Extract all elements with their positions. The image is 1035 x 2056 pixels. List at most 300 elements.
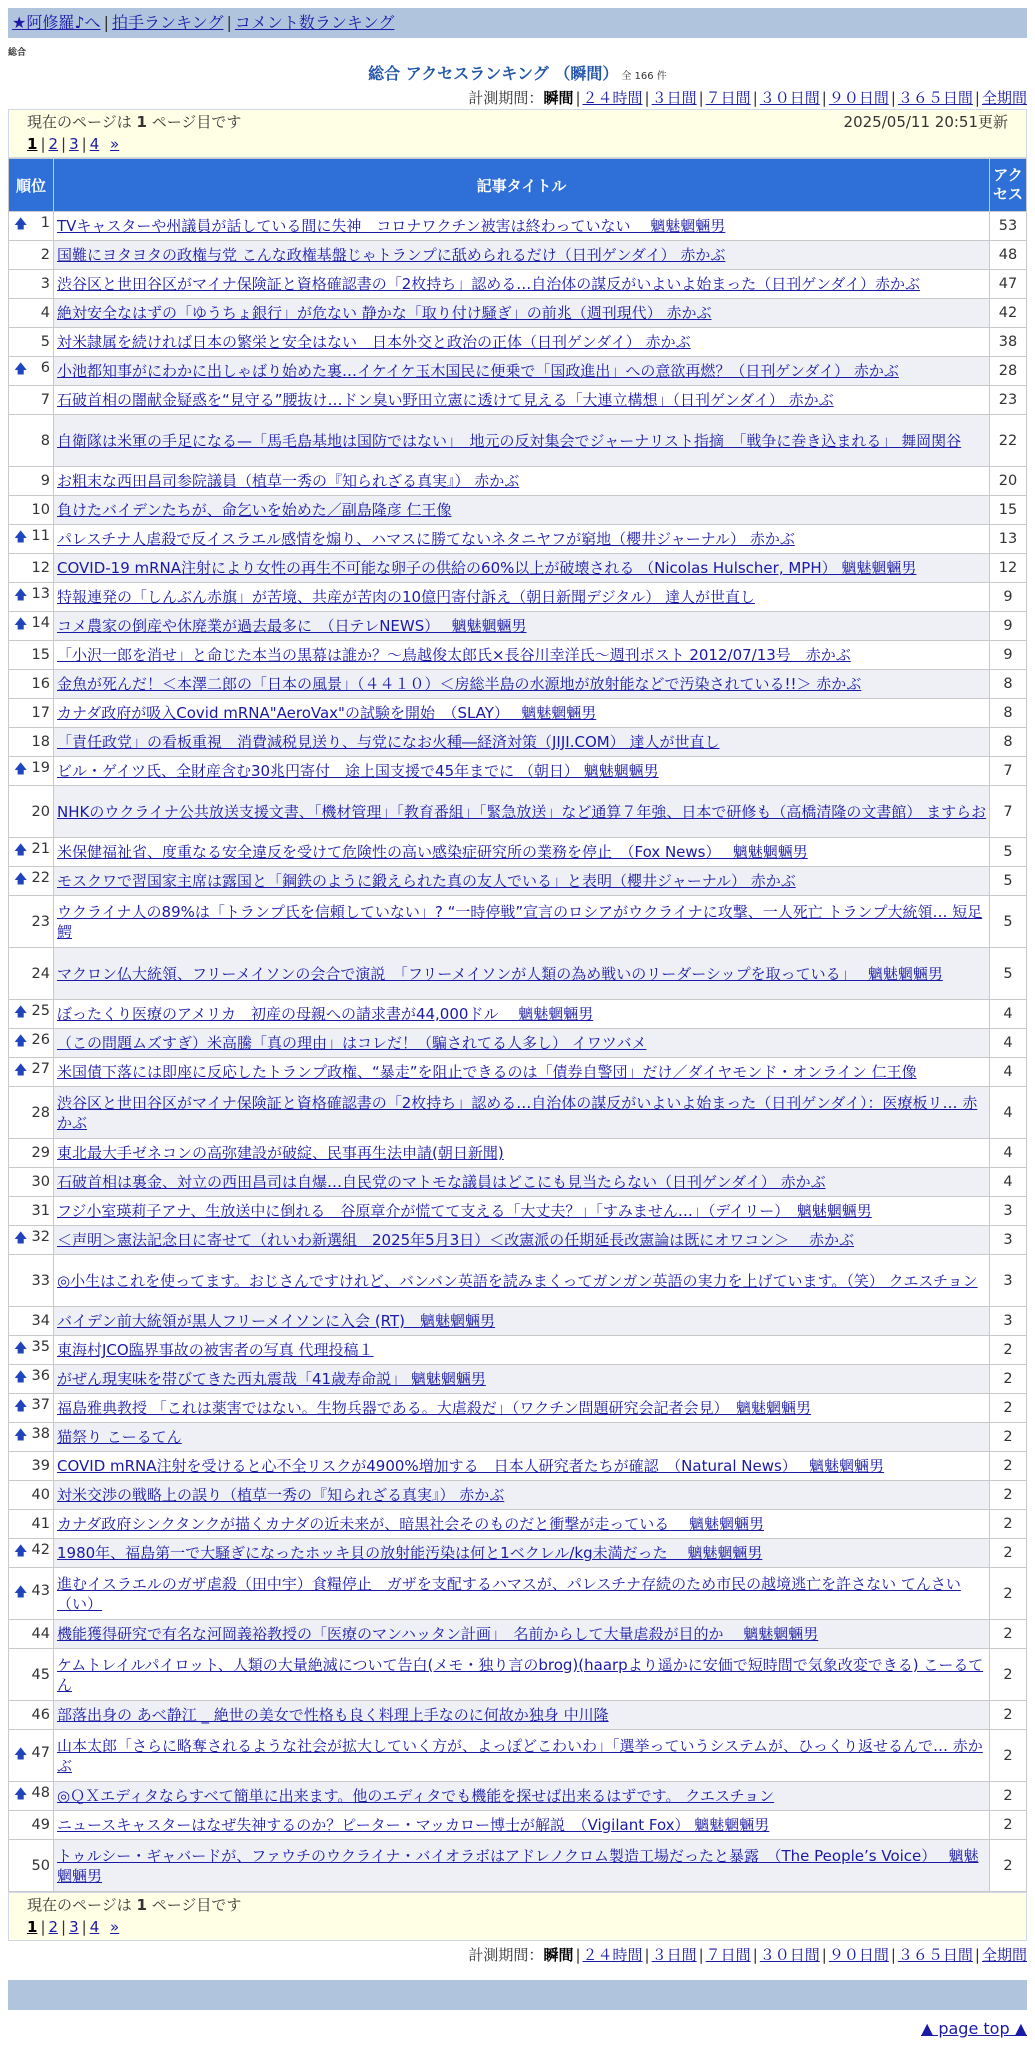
period-link[interactable]: 全期間 [981,89,1027,107]
article-link[interactable]: COVID mRNA注射を受けると心不全リスクが4900%増加する 日本人研究者たちが確認 （Natural News） 魑魅魍魎男 [57,1457,885,1475]
page-separator: | [61,1918,67,1936]
title-cell [54,1307,989,1335]
article-link[interactable]: コメ農家の倒産や休廃業が過去最多に （日テレNEWS） 魑魅魍魎男 [57,617,527,635]
period-link[interactable]: 全期間 [981,1946,1027,1964]
period-link[interactable]: ７日間 [705,89,751,107]
period-selector-bottom [8,1944,1027,1966]
table-row [9,212,1026,240]
rank-number: 29 [31,1145,50,1161]
article-link[interactable]: 東海村JCO臨界事故の被害者の写真 代理投稿１ [57,1341,374,1359]
table-row [9,1510,1026,1538]
title-cell [54,1226,989,1254]
arrow-up-icon: 🡅 [14,1231,28,1246]
article-link[interactable]: ぼったくり医療のアメリカ 初産の母親への請求書が44,000ドル 魑魅魍魎男 [57,1005,594,1023]
table-row [9,1139,1026,1167]
table-row [9,1058,1026,1086]
rank-number: 49 [31,1817,50,1833]
access-count: 3 [990,1255,1026,1306]
rank-number: 32 [31,1229,50,1245]
rank-cell [9,757,53,785]
rank-number: 34 [31,1313,50,1329]
rank-number: 2 [40,247,50,263]
article-link[interactable]: 絶対安全なはずの「ゆうちょ銀行」が危ない 静かな「取り付け騒ぎ」の前兆（週刊現代） 赤かぶ [57,304,712,322]
rank-number: 3 [40,276,50,292]
access-count: 2 [990,1423,1026,1451]
table-row [9,1197,1026,1225]
period-link[interactable]: ３６５日間 [897,89,973,107]
period-link[interactable]: ７日間 [705,1946,751,1964]
article-link[interactable]: お粗末な西田昌司参院議員（植草一秀の『知られざる真実』） 赤かぶ [57,472,520,490]
period-link[interactable]: ３日間 [651,1946,697,1964]
period-separator: | [644,89,650,107]
rank-cell [9,1197,53,1225]
period-separator: | [821,1946,827,1964]
table-row [9,1307,1026,1335]
page-separator: | [40,1918,46,1936]
rank-number: 48 [31,1785,50,1801]
page-status: 現在のページは 1 ページ目です [27,1896,242,1914]
access-count: 9 [990,612,1026,640]
page-current: 1 [27,1918,38,1936]
page-separator: | [81,1918,87,1936]
table-row [9,896,1026,947]
title-cell [54,525,989,553]
title-cell [54,241,989,269]
rank-cell [9,1811,53,1839]
article-link[interactable]: 小池都知事がにわかに出しゃばり始めた裏…イケイケ玉木国民に便乗で「国政進出」への意欲再燃？（日刊ゲンダイ） 赤かぶ [57,362,899,380]
rank-number: 17 [31,705,50,721]
rank-number: 1 [40,215,50,231]
table-row [9,1539,1026,1567]
article-link[interactable]: 金魚が死んだ！＜本澤二郎の「日本の風景」（４４１０）＜房総半島の水源地が放射能などで汚染されている!!＞ 赤かぶ [57,675,862,693]
article-link[interactable]: 1980年、福島第一で大騒ぎになったホッキ貝の放射能汚染は何と1ベクレル/kg未満だった 魑魅魍魎男 [57,1544,763,1562]
table-row [9,1365,1026,1393]
period-link[interactable]: ２４時間 [582,1946,643,1964]
period-separator: | [752,89,758,107]
rank-number: 9 [40,473,50,489]
access-count: 2 [990,1539,1026,1567]
col-title: 記事タイトル [54,159,989,211]
period-link[interactable]: ３６５日間 [897,1946,973,1964]
title-cell [54,1029,989,1057]
article-link[interactable]: 「小沢一郎を消せ」と命じた本当の黒幕は誰か？～鳥越俊太郎氏×長谷川幸洋氏～週刊ポスト 2012/07/13号 赤かぶ [57,646,851,664]
arrow-up-icon: 🡅 [14,1063,28,1078]
title-cell [54,1539,989,1567]
rank-number: 33 [31,1272,50,1289]
access-count: 2 [990,1568,1026,1619]
rank-cell [9,1307,53,1335]
arrow-up-icon: 🡅 [14,588,28,603]
rank-number: 16 [31,676,50,692]
access-count: 2 [990,1365,1026,1393]
table-row [9,1394,1026,1422]
article-link[interactable]: カナダ政府が吸入Covid mRNA"AeroVax"の試験を開始 （SLAY） 魑魅魍魎男 [57,704,597,722]
table-row [9,612,1026,640]
article-link[interactable]: 東北最大手ゼネコンの高弥建設が破綻、民事再生法申請(朝日新聞) [57,1144,504,1162]
table-row [9,1649,1026,1700]
comment-ranking-link[interactable]: コメント数ランキング [234,13,395,32]
article-link[interactable]: 部落出身の あべ静江 _ 絶世の美女で性格も良く料理上手なのに何故か独身 中川隆 [57,1706,609,1724]
period-label: 計測期間： [468,1946,544,1964]
rank-number: 45 [31,1666,50,1683]
title-cell [54,1782,989,1810]
title-cell [54,1811,989,1839]
period-link[interactable]: ３日間 [651,89,697,107]
table-row [9,299,1026,327]
article-link[interactable]: 国難にヨタヨタの政権与党 こんな政権基盤じゃトランプに舐められるだけ（日刊ゲンダイ） 赤かぶ [57,246,726,264]
rank-number: 4 [40,305,50,321]
title-cell [54,1058,989,1086]
rank-cell [9,948,53,999]
page-link[interactable]: 2 [48,135,59,153]
rank-cell [9,212,53,240]
table-row [9,1811,1026,1839]
article-link[interactable]: 「責任政党」の看板重視 消費減税見送り、与党になお火種―経済対策（JIJI.COM） 達人が世直し [57,733,720,751]
rank-number: 22 [31,870,50,886]
period-link[interactable]: ９０日間 [828,89,889,107]
access-count: 47 [990,270,1026,298]
rank-number: 44 [31,1626,50,1642]
access-count: 8 [990,699,1026,727]
rank-number: 20 [31,803,50,820]
rank-number: 10 [31,502,50,518]
access-count: 2 [990,1510,1026,1538]
rank-number: 24 [31,965,50,982]
update-time: 2025/05/11 20:51更新 [843,113,1008,131]
period-separator: | [644,1946,650,1964]
table-row [9,1730,1026,1781]
period-separator: | [575,89,581,107]
article-link[interactable]: ビル・ゲイツ氏、全財産含む30兆円寄付 途上国支援で45年までに （朝日） 魑魅魍魎男 [57,762,659,780]
access-count: 20 [990,467,1026,495]
access-count: 22 [990,415,1026,466]
article-link[interactable]: 渋谷区と世田谷区がマイナ保険証と資格確認書の「2枚持ち」認める…自治体の謀反がいよいよ始まった（日刊ゲンダイ）赤かぶ [57,275,921,293]
rank-number: 18 [31,734,50,750]
arrow-up-icon: 🡅 [14,1584,28,1600]
title-cell [54,1701,989,1729]
rank-number: 27 [31,1061,50,1077]
title-cell [54,1394,989,1422]
article-link[interactable]: 対米隷属を続ければ日本の繁栄と安全はない 日本外交と政治の正体（日刊ゲンダイ） 赤かぶ [57,333,691,351]
table-row [9,1840,1026,1891]
table-header [9,159,1026,211]
article-link[interactable]: COVID-19 mRNA注射により女性の再生不可能な卵子の供給の60%以上が破壊される （Nicolas Hulscher, MPH） 魑魅魍魎男 [57,559,917,577]
title-cell [54,670,989,698]
article-link[interactable]: バイデン前大統領が黒人フリーメイソンに入会 (RT) 魑魅魍魎男 [57,1312,496,1330]
title-cell [54,896,989,947]
rank-number: 43 [31,1582,50,1599]
rank-number: 6 [40,360,50,376]
access-count: 3 [990,1307,1026,1335]
article-link[interactable]: パレスチナ人虐殺で反イスラエル感情を煽り、ハマスに勝てないネタニヤフが窮地（櫻井ジャーナル） 赤かぶ [57,530,795,548]
table-row [9,1568,1026,1619]
article-link[interactable]: 福島雅典教授 「これは薬害ではない。生物兵器である。大虐殺だ」（ワクチン問題研究会記者会見） 魑魅魍魎男 [57,1399,812,1417]
title-cell [54,757,989,785]
rank-number: 13 [31,586,50,602]
rank-cell [9,415,53,466]
rank-number: 50 [31,1857,50,1874]
article-link[interactable]: モスクワで習国家主席は露国と「鋼鉄のように鍛えられた真の友人でいる」と表明（櫻井ジャーナル） 赤かぶ [57,872,796,890]
table-row [9,867,1026,895]
rank-number: 38 [31,1426,50,1442]
access-count: 5 [990,867,1026,895]
table-row [9,1226,1026,1254]
top-navigation [8,8,1027,38]
rank-number: 28 [31,1104,50,1121]
article-link[interactable]: （この問題ムズすぎ）米高騰「真の理由」はコレだ！（騙されてる人多し） イワツバメ [57,1034,647,1052]
title-cell [54,1255,989,1306]
period-separator: | [890,1946,896,1964]
table-row [9,1620,1026,1648]
article-link[interactable]: 対米交渉の戦略上の誤り（植草一秀の『知られざる真実』） 赤かぶ [57,1486,505,1504]
title-cell [54,838,989,866]
ranking-title: 総合 アクセスランキング （瞬間） [368,64,619,83]
table-row [9,241,1026,269]
rank-cell [9,467,53,495]
access-count: 2 [990,1620,1026,1648]
table-row [9,1087,1026,1138]
title-cell [54,299,989,327]
next-page-link[interactable]: » [110,1918,120,1936]
article-link[interactable]: カナダ政府シンクタンクが描くカナダの近未来が、暗黒社会そのものだと衝撃が走っている 魑魅魍魎男 [57,1515,764,1533]
rank-cell [9,270,53,298]
next-page-link[interactable]: » [110,135,120,153]
title-cell [54,699,989,727]
title-cell [54,1620,989,1648]
article-link[interactable]: TVキャスターや州議員が話している間に失神 コロナワクチン被害は終わっていない 魑魅魍魎男 [57,217,726,235]
pager-top [8,109,1027,158]
title-cell [54,1087,989,1138]
arrow-up-icon: 🡅 [14,843,28,858]
clap-ranking-link[interactable]: 拍手ランキング [111,13,224,32]
period-link[interactable]: ３０日間 [759,89,820,107]
rank-cell [9,1423,53,1451]
article-link[interactable]: 負けたバイデンたちが、命乞いを始めた／副島隆彦 仁王像 [57,501,452,519]
table-row [9,415,1026,466]
table-row [9,1481,1026,1509]
article-link[interactable]: 自衛隊は米軍の手足になる—「馬毛島基地は国防ではない」 地元の反対集会でジャーナリスト指摘 「戦争に巻き込まれる」 舞岡関谷 [57,431,962,450]
rank-number: 12 [31,560,50,576]
title-cell [54,357,989,385]
rank-number: 21 [31,841,50,857]
page-separator: | [40,135,46,153]
arrow-up-icon: 🡅 [14,217,28,232]
rank-cell [9,1782,53,1810]
period-separator: | [698,89,704,107]
rank-number: 40 [31,1487,50,1503]
arrow-up-icon: 🡅 [14,1399,28,1414]
rank-cell [9,1730,53,1781]
title-cell [54,386,989,414]
table-row [9,1336,1026,1364]
page-link[interactable]: 4 [89,135,100,153]
title-cell [54,212,989,240]
article-link[interactable]: 渋谷区と世田谷区がマイナ保険証と資格確認書の「2枚持ち」認める…自治体の謀反がいよいよ始まった（日刊ゲンダイ）：医療板リ… 赤かぶ [57,1093,978,1132]
article-link[interactable]: フジ小室瑛莉子アナ、生放送中に倒れる 谷原章介が慌てて支える「大丈夫？」「すみません…」（デイリー） 魑魅魍魎男 [57,1202,872,1220]
rank-cell [9,1481,53,1509]
article-link[interactable]: 米保健福祉省、度重なる安全違反を受けて危険性の高い感染症研究所の業務を停止 （Fox News） 魑魅魍魎男 [57,843,808,861]
table-row [9,328,1026,356]
article-link[interactable]: 石破首相の闇献金疑惑を“見守る”腰抜け…ドン臭い野田立憲に透けて見える「大連立構想」（日刊ゲンダイ） 赤かぶ [57,391,834,409]
total-count: 全 166 件 [621,71,667,82]
article-link[interactable]: マクロン仏大統領、フリーメイソンの会合で演説 「フリーメイソンが人類の為め戦いのリーダーシップを取っている」 魑魅魍魎男 [57,964,943,983]
article-link[interactable]: がぜん現実味を帯びてきた西丸震哉「41歳寿命説」 魑魅魍魎男 [57,1370,486,1388]
page-links [27,133,1008,155]
article-link[interactable]: トゥルシー・ギャバードが、ファウチのウクライナ・バイオラボはアドレノクロム製造工場だったと暴露 （The People’s Voice） 魑魅魍魎男 [57,1846,979,1885]
rank-number: 25 [31,1003,50,1019]
title-cell [54,1139,989,1167]
rank-cell [9,1539,53,1567]
access-count: 28 [990,357,1026,385]
access-count: 4 [990,1087,1026,1138]
title-cell [54,415,989,466]
article-link[interactable]: NHKのウクライナ公共放送支援文書、「機材管理」「教育番組」「緊急放送」など通算７年強、日本で研修も（高橋清隆の文書館） ますらお [57,802,987,821]
access-count: 4 [990,1139,1026,1167]
table-row [9,1255,1026,1306]
nav-separator: | [103,13,109,32]
article-link[interactable]: ウクライナ人の89%は「トランプ氏を信頼していない」? “一時停戦”宣言のロシアがウクライナに攻撃、一人死亡 トランプ大統領… 短足鰐 [57,902,983,941]
rank-cell [9,241,53,269]
table-row [9,270,1026,298]
rank-cell [9,728,53,756]
period-separator: | [890,89,896,107]
rank-cell [9,641,53,669]
rank-cell [9,1087,53,1138]
title-cell [54,728,989,756]
arrow-up-icon: 🡅 [14,762,28,777]
access-count: 7 [990,757,1026,785]
title-cell [54,612,989,640]
table-row [9,554,1026,582]
table-row [9,948,1026,999]
rank-cell [9,299,53,327]
rank-cell [9,896,53,947]
article-link[interactable]: ケムトレイルパイロット、人類の大量絶滅について告白(メモ・独り言のbrog)(haarpより遥かに安価で短時間で気象改変できる) こーるてん [57,1655,984,1694]
access-count: 42 [990,299,1026,327]
article-link[interactable]: ニュースキャスターはなぜ失神するのか？ピーター・マッカロー博士が解説 （Vigilant Fox） 魑魅魍魎男 [57,1816,770,1834]
title-cell [54,641,989,669]
access-count: 13 [990,525,1026,553]
rank-cell [9,1365,53,1393]
page-separator: | [61,135,67,153]
col-rank: 順位 [9,159,53,211]
article-link[interactable]: 機能獲得研究で有名な河岡義裕教授の「医療のマンハッタン計画」 名前からして大量虐殺が目的か 魑魅魍魎男 [57,1625,819,1643]
article-link[interactable]: ◎小生はこれを使ってます。おじさんですけれど、バンバン英語を読みまくってガンガン英語の実力を上げています。（笑） クエスチョン [57,1271,978,1290]
rank-cell [9,612,53,640]
page-links [27,1916,1008,1938]
period-link[interactable]: ２４時間 [582,89,643,107]
arrow-up-icon: 🡅 [14,1005,28,1020]
rank-number: 8 [40,432,50,449]
rank-number: 36 [31,1368,50,1384]
home-link[interactable]: ★阿修羅♪へ [12,13,101,32]
table-row [9,1000,1026,1028]
title-cell [54,1452,989,1480]
rank-cell [9,1029,53,1057]
page-link[interactable]: 2 [48,1918,59,1936]
rank-number: 39 [31,1458,50,1474]
access-count: 7 [990,786,1026,837]
article-link[interactable]: 山本太郎「さらに略奪されるような社会が拡大していく方が、よっぽどこわいわ」「選挙っていうシステムが、ひっくり返せるんで… 赤かぶ [57,1736,983,1775]
article-link[interactable]: ＜声明＞憲法記念日に寄せて（れいわ新選組 2025年5月3日）＜改憲派の任期延長改憲論は既にオワコン＞ 赤かぶ [57,1231,855,1249]
page-link[interactable]: 3 [69,135,79,153]
access-count: 9 [990,583,1026,611]
rank-number: 5 [40,334,50,350]
rank-cell [9,1701,53,1729]
rank-number: 41 [31,1516,50,1532]
access-count: 3 [990,1197,1026,1225]
page-link[interactable]: 3 [69,1918,79,1936]
title-cell [54,1568,989,1619]
table-row [9,1423,1026,1451]
rank-cell [9,786,53,837]
rank-cell [9,1336,53,1364]
arrow-up-icon: 🡅 [14,1034,28,1049]
title-cell [54,1481,989,1509]
rank-cell [9,1394,53,1422]
period-link[interactable]: ３０日間 [759,1946,820,1964]
table-row [9,699,1026,727]
table-row [9,786,1026,837]
access-count: 2 [990,1811,1026,1839]
rank-cell [9,670,53,698]
period-separator: | [752,1946,758,1964]
table-row [9,525,1026,553]
rank-cell [9,1649,53,1700]
rank-cell [9,357,53,385]
article-link[interactable]: 特報連発の「しんぶん赤旗」が苦境、共産が苦肉の10億円寄付訴え（朝日新聞デジタル） 達人が世直し [57,588,755,606]
table-row [9,1029,1026,1057]
access-count: 9 [990,641,1026,669]
title-cell [54,328,989,356]
article-link[interactable]: 米国債下落には即座に反応したトランプ政権、“暴走”を阻止できるのは「債券自警団」だけ／ダイヤモンド・オンライン 仁王像 [57,1063,917,1081]
rank-number: 14 [31,615,50,631]
access-count: 12 [990,554,1026,582]
rank-number: 26 [31,1032,50,1048]
article-link[interactable]: 猫祭り こーるてん [57,1428,182,1446]
title-cell [54,496,989,524]
rank-cell [9,1568,53,1619]
arrow-up-icon: 🡅 [14,617,28,632]
table-row [9,583,1026,611]
table-row [9,1782,1026,1810]
title-cell [54,948,989,999]
access-count: 2 [990,1649,1026,1700]
title-cell [54,467,989,495]
period-selector-top [8,87,1027,109]
rank-number: 11 [31,528,50,544]
access-count: 2 [990,1452,1026,1480]
rank-number: 19 [31,760,50,776]
title-cell [54,583,989,611]
table-row [9,1168,1026,1196]
rank-cell [9,1840,53,1891]
period-link[interactable]: ９０日間 [828,1946,889,1964]
rank-cell [9,1255,53,1306]
access-count: 8 [990,670,1026,698]
article-link[interactable]: ◎ＱＸエディタならすべて簡単に出来ます。他のエディタでも機能を探せば出来るはずです。 クエスチョン [57,1787,775,1805]
rank-cell [9,838,53,866]
title-cell [54,1510,989,1538]
arrow-up-icon: 🡅 [14,362,28,377]
article-link[interactable]: 進むイスラエルのガザ虐殺（田中宇）食糧停止 ガザを支配するハマスが、パレスチナ存続のため市民の越境逃亡を許さない てんさい（い） [57,1574,961,1613]
access-count: 48 [990,241,1026,269]
arrow-up-icon: 🡅 [14,1746,28,1762]
page-top-link[interactable]: ▲ page top ▲ [920,2019,1027,2038]
title-cell [54,1365,989,1393]
page-link[interactable]: 4 [89,1918,100,1936]
article-link[interactable]: 石破首相は裏金、対立の西田昌司は自爆…自民党のマトモな議員はどこにも見当たらない（日刊ゲンダイ） 赤かぶ [57,1173,826,1191]
